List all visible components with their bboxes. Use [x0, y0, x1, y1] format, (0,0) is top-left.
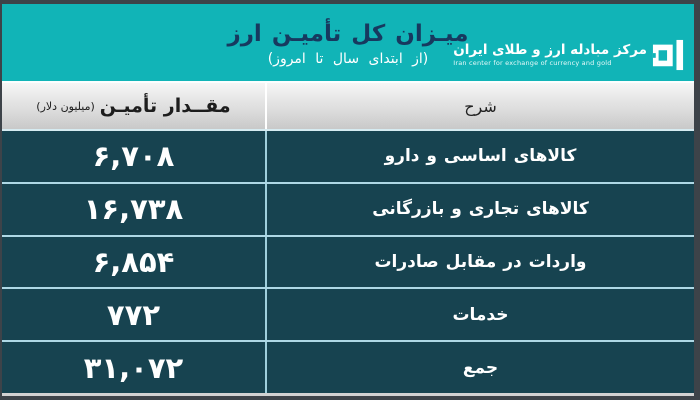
table-row	[2, 289, 694, 342]
amount-cell: ۶,۸۵۴	[2, 237, 267, 288]
label-cell: خدمات	[452, 304, 509, 325]
table-header-row	[2, 81, 694, 131]
label-cell: واردات در مقابل صادرات	[374, 251, 587, 272]
org-logo	[453, 38, 684, 72]
org-name-farsi: مرکز مبادله ارز و طلای ایران	[453, 41, 647, 58]
table-row-total	[2, 342, 694, 393]
table-row	[2, 237, 694, 290]
page-title: میـزان کل تأمیـن ارز	[227, 20, 469, 47]
table-row	[2, 131, 694, 184]
amount-cell: ۶,۷۰۸	[2, 131, 267, 182]
org-name-english: Iran center for exchange of currency and gold	[453, 59, 612, 68]
label-cell: کالاهای اساسی و دارو	[384, 146, 577, 167]
table-row	[2, 184, 694, 237]
amount-header-unit: (میلیون دلار)	[36, 99, 95, 113]
amount-cell: ۱۶,۷۳۸	[2, 184, 267, 235]
amount-cell: ۷۷۲	[2, 289, 267, 340]
column-header-description: شرح	[464, 96, 497, 116]
card-bottom-edge	[2, 393, 694, 396]
infographic-card	[2, 4, 694, 396]
title-block	[227, 20, 468, 68]
org-logo-text	[453, 43, 647, 68]
label-cell-total: جمع	[462, 357, 499, 378]
org-logo-icon	[652, 38, 684, 72]
table-body	[2, 131, 694, 393]
label-cell: کالاهای تجاری و بازرگانی	[372, 199, 589, 220]
page-subtitle: (از ابتدای سال تا امروز)	[267, 51, 429, 68]
banner	[2, 4, 694, 81]
amount-header-label: مقــدار تأمیـن	[99, 95, 231, 117]
column-header-amount	[2, 83, 267, 129]
amount-cell-total: ۳۱,۰۷۲	[2, 342, 267, 393]
